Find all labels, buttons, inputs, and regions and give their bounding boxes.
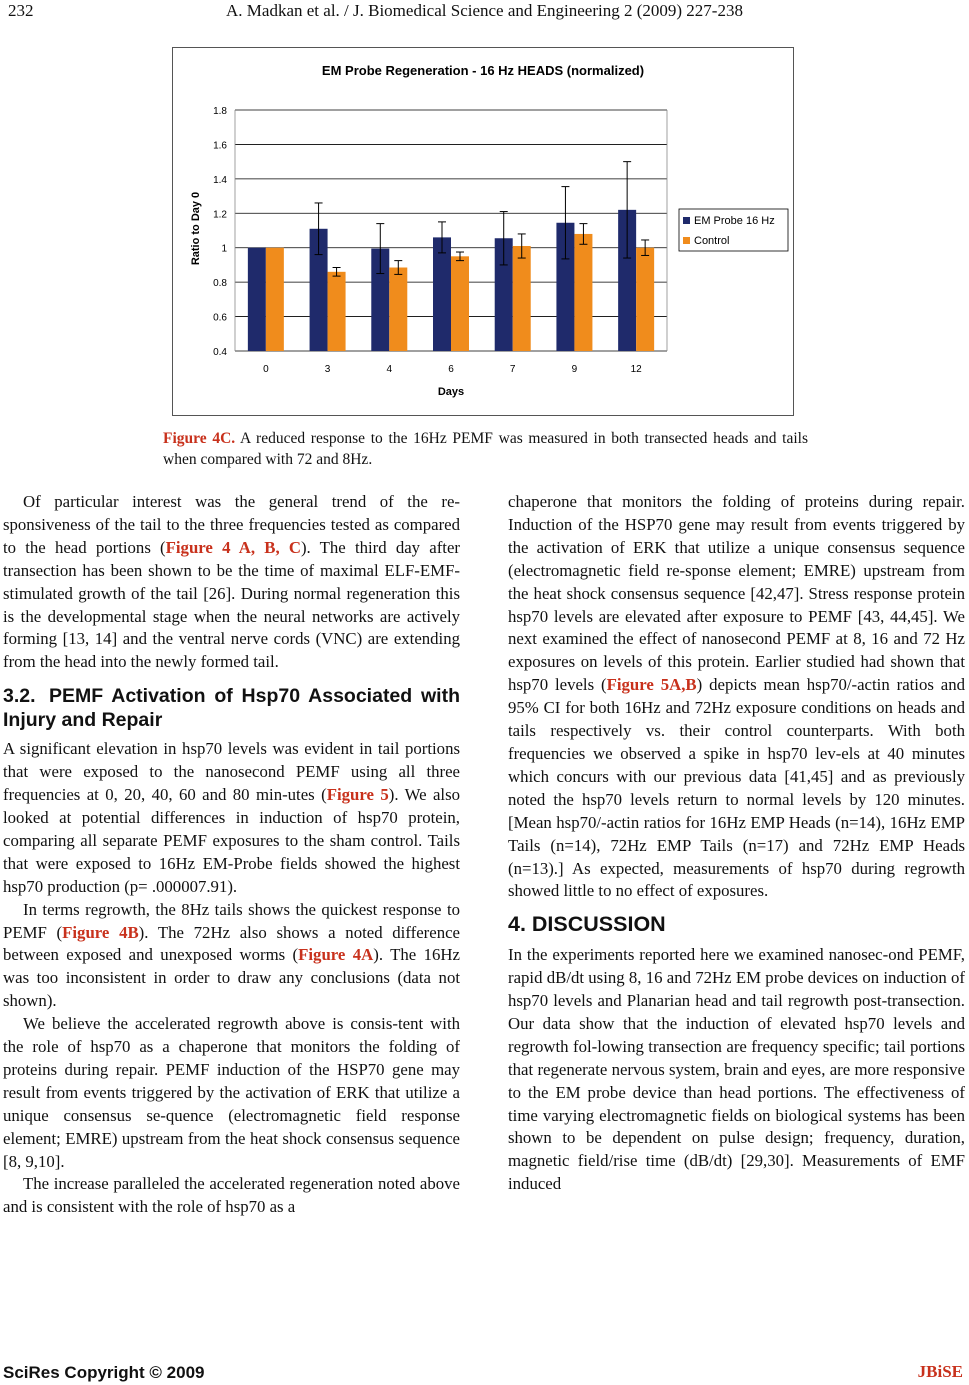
caption-label: Figure 4C. bbox=[163, 430, 236, 447]
x-tick-label: 4 bbox=[386, 364, 393, 375]
chart-title: EM Probe Regeneration - 16 Hz HEADS (normalized) bbox=[321, 63, 645, 78]
paragraph: We believe the accelerated regrowth above is consis-tent with the role of hsp70 as a chaperone that monitors the folding of proteins during repair. PEMF induction of the HSP70 gene may result from events triggered by the activation of ERK that utilize a unique consensus se-quence (electromagnetic field response element; EMRE) upstream from the heat shock consensus sequence [8, 9,10]. bbox=[3, 1014, 460, 1171]
footer-journal: JBiSE bbox=[917, 1362, 963, 1381]
bar bbox=[636, 248, 654, 351]
y-tick-label: 1.8 bbox=[213, 106, 227, 117]
text-run: ). We also looked at potential differences in induction of hsp70 protein, comparing all separate PEMF exposures to the sham control. Tails that were exposed to 16Hz EM-Probe fields showed the highest hsp70 production (p= .000007.91). bbox=[3, 785, 460, 896]
text-run: In terms regrowth, the 8Hz tails shows the quickest response to PEMF ( bbox=[3, 899, 460, 942]
text-run: Of particular interest was the general trend of the re-sponsiveness of the tail to the three frequencies tested as compared to the head portions ( bbox=[3, 492, 460, 557]
y-tick-label: 1.2 bbox=[213, 209, 227, 221]
left-column bbox=[3, 491, 460, 1219]
y-axis-label: Ratio to Day 0 bbox=[190, 191, 202, 266]
right-column bbox=[508, 491, 965, 1196]
y-tick-label: 1.6 bbox=[213, 140, 227, 152]
legend-swatch bbox=[683, 237, 690, 244]
y-tick-label: 1.4 bbox=[213, 174, 227, 186]
figure-caption bbox=[163, 428, 808, 470]
legend-label: Control bbox=[694, 235, 730, 247]
bar-chart-svg bbox=[173, 48, 793, 415]
paragraph bbox=[3, 738, 460, 898]
y-tick-label: 1 bbox=[221, 243, 227, 255]
bar bbox=[574, 234, 592, 351]
figure-4c-chart bbox=[172, 47, 794, 416]
paragraph: In the experiments reported here we examined nanosec-ond PEMF, rapid dB/dt using 8, 16 and 72Hz EM probe devices on induction of hsp70 levels and Planarian head and tail regrowth post-transection. Our data show that the induction of elevated hsp70 levels and regrowth fol-lowing transection are frequency specific; tail portions that regenerate nervous system, brain and eyes, are more responsive to the EM probe device than head portions. The effectiveness of time varying electromagnetic fields on biological systems has been shown to be dependent on pulse design; frequency, duration, magnetic field/rise time (dB/dt) [29,30]. Measurements of EMF induced bbox=[508, 945, 965, 1194]
text-run: chaperone that monitors the folding of proteins during repair. Induction of the HSP70 gene may result from events triggered by the activation of ERK that utilize a unique consensus sequence (electromagnetic field re-sponse element; EMRE) upstream from the heat shock consensus sequence [42,47]. Stress response protein hsp70 levels are elevated after exposure to PEMF [43, 44,45]. We next examined the effect of nanosecond PEMF at 8, 16 and 72 Hz exposures on levels of this protein. Earlier studied had shown that hsp70 levels ( bbox=[508, 492, 965, 695]
caption-text: A reduced response to the 16Hz PEMF was measured in both transected heads and tails when compared with 72 and 8Hz. bbox=[163, 430, 808, 468]
section-heading bbox=[3, 684, 460, 732]
bar bbox=[451, 256, 469, 351]
text-run: ). The 16Hz was too inconsistent in order to draw any conclusions (data not shown). bbox=[3, 945, 460, 1011]
page-number: 232 bbox=[8, 1, 34, 20]
figure-link[interactable]: Figure 5 bbox=[326, 785, 389, 805]
text-run: ). The 72Hz also shows a noted difference between exposed and unexposed worms ( bbox=[3, 922, 460, 965]
bar bbox=[433, 237, 451, 351]
figure-link[interactable]: Figure 4 A, B, C bbox=[165, 537, 301, 557]
bar bbox=[266, 248, 284, 351]
bar bbox=[248, 248, 266, 351]
footer-copyright: SciRes Copyright © 2009 bbox=[3, 1363, 205, 1382]
bar bbox=[513, 246, 531, 351]
x-tick-label: 9 bbox=[571, 364, 578, 375]
text-run: ) depicts mean hsp70/-actin ratios and 95% CI for both 16Hz and 72Hz exposure conditions on heads and tails respectively vs. their control counterparts. With both frequencies we observed a spike in hsp70 lev-els at 40 minutes which concurs with our previous data [41,45] and as previously noted the hsp70 levels return to normal levels by 120 minutes. [Mean hsp70/-actin ratios for 16Hz EMP Heads (n=14), 16Hz EMP Tails (n=14), 72Hz EMP Tails (n=17) and 72Hz EMP Heads (n=13).] As expected, measurements of hsp70 during regrowth showed little to no effect of exposures. bbox=[508, 675, 966, 901]
text-run: ). The third day after transection has been shown to be the time of maximal ELF-EMF-stimulated growth of the tail [26]. During normal regeneration this is the developmental stage when the neural networks are actively forming [13, 14] and the ventral nerve cords (VNC) are extending from the head into the newly formed tail. bbox=[3, 537, 461, 672]
y-tick-label: 0.8 bbox=[213, 278, 227, 290]
section-number: 3.2. bbox=[3, 685, 36, 708]
text-run: A significant elevation in hsp70 levels was evident in tail portions that were exposed to the nanosecond PEMF using all three frequencies at 0, 20, 40, 60 and 80 min-utes ( bbox=[3, 739, 460, 805]
section-title: PEMF Activation of Hsp70 Associated with Injury and Repair bbox=[3, 685, 460, 732]
running-head: A. Madkan et al. / J. Biomedical Science and Engineering 2 (2009) 227-238 bbox=[226, 1, 743, 20]
x-tick-label: 12 bbox=[630, 364, 642, 375]
x-tick-label: 6 bbox=[448, 364, 454, 375]
paragraph: The increase paralleled the accelerated regeneration noted above and is consistent with the role of hsp70 as a bbox=[3, 1174, 460, 1217]
x-tick-label: 3 bbox=[324, 364, 331, 375]
figure-link[interactable]: Figure 5A,B bbox=[606, 675, 697, 695]
legend-swatch bbox=[683, 217, 690, 224]
paragraph bbox=[3, 899, 460, 1014]
figure-link[interactable]: Figure 4A bbox=[298, 945, 374, 965]
x-tick-label: 0 bbox=[263, 364, 269, 375]
legend-label: EM Probe 16 Hz bbox=[694, 215, 775, 227]
paragraph bbox=[3, 491, 460, 674]
section-heading: 4. DISCUSSION bbox=[508, 912, 666, 937]
y-tick-label: 0.4 bbox=[213, 347, 227, 358]
x-tick-label: 7 bbox=[509, 364, 516, 375]
figure-link[interactable]: Figure 4B bbox=[62, 922, 139, 942]
paragraph bbox=[508, 491, 965, 903]
y-tick-label: 0.6 bbox=[213, 312, 227, 324]
bar bbox=[389, 268, 407, 351]
x-axis-label: Days bbox=[437, 386, 465, 398]
bar bbox=[328, 272, 346, 351]
